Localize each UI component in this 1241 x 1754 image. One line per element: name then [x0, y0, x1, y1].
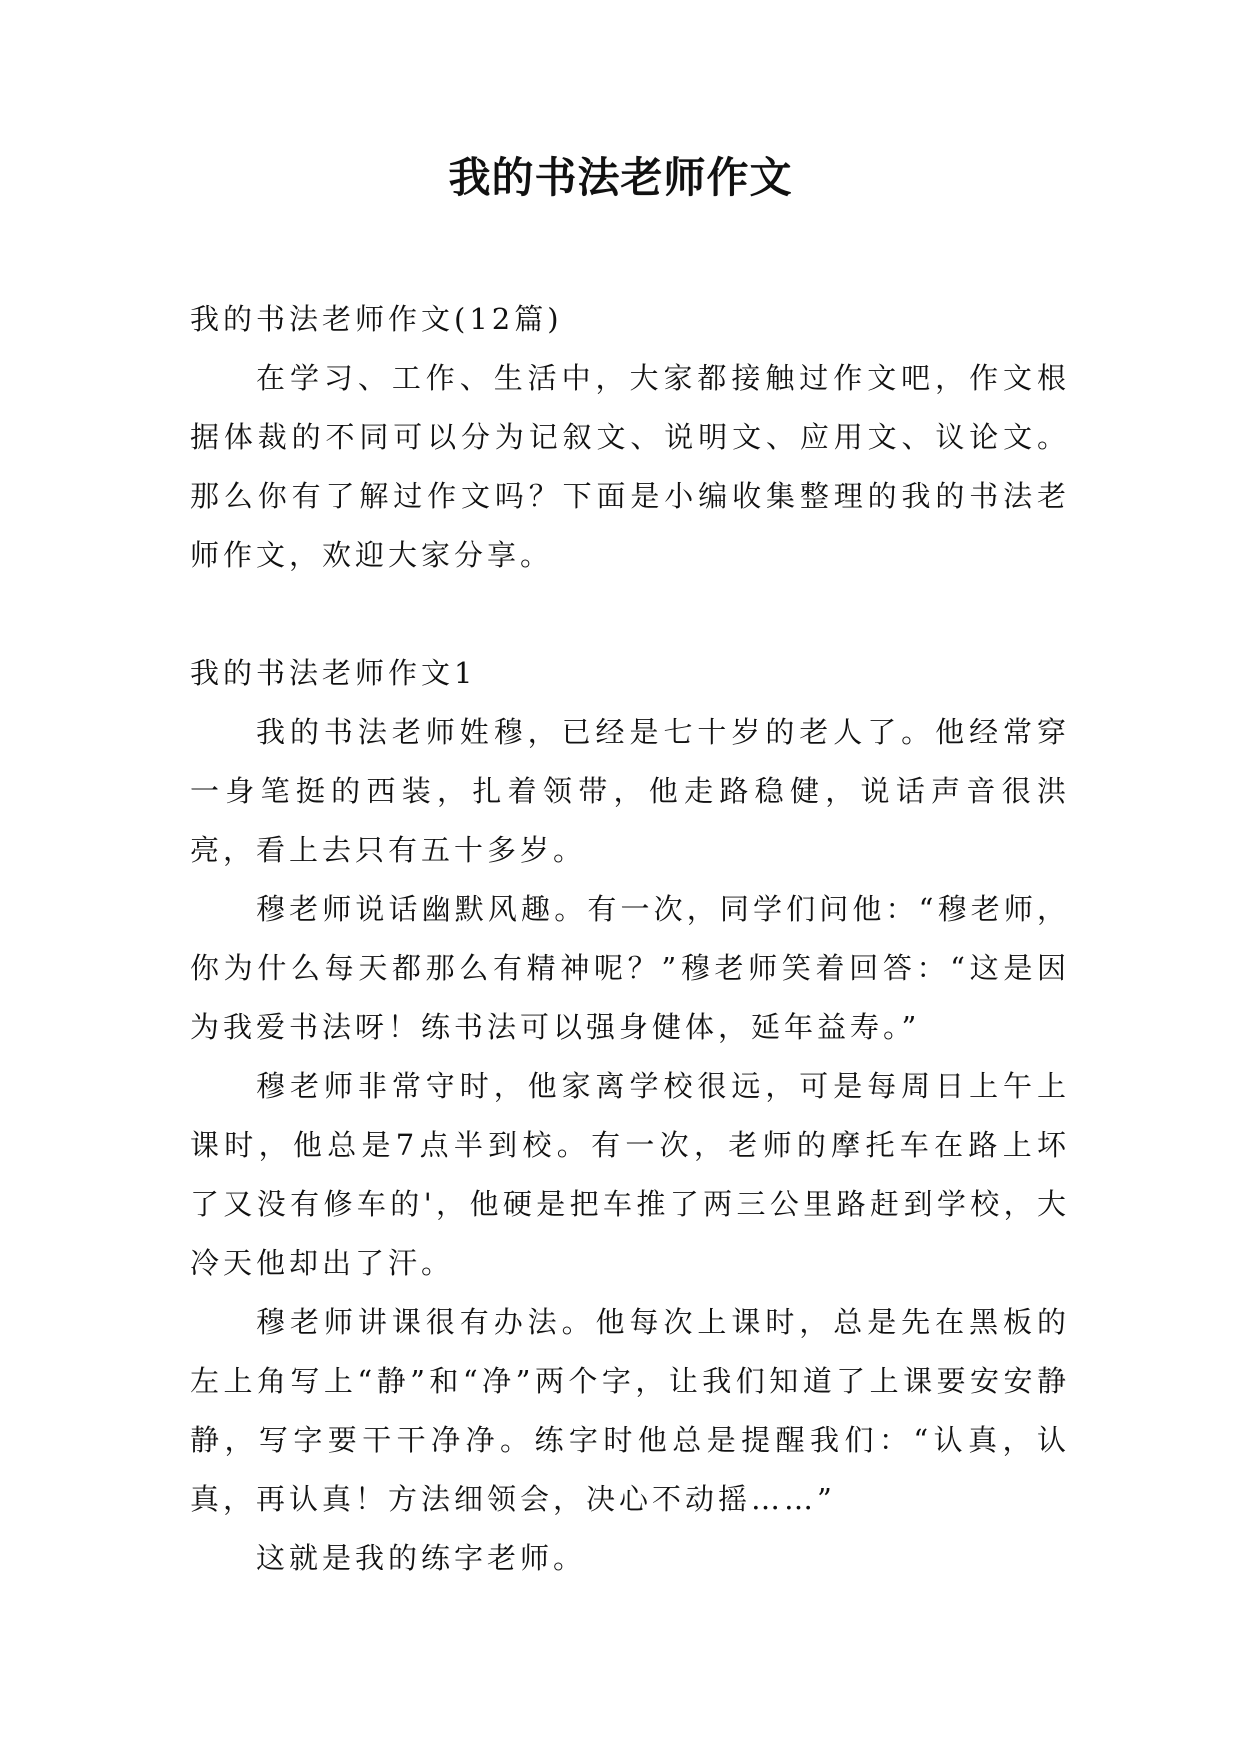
section-spacer: [190, 585, 1070, 644]
body-paragraph: 穆老师讲课很有办法。他每次上课时，总是先在黑板的左上角写上“静”和“净”两个字，让我们知道了上课要安安静静，写字要干干净净。练字时他总是提醒我们：“认真，认真，再认真！方法细领会，决心不动摇……”: [190, 1305, 1070, 1516]
section-heading: 我的书法老师作文1: [190, 656, 477, 690]
intro-paragraph: 在学习、工作、生活中，大家都接触过作文吧，作文根据体裁的不同可以分为记叙文、说明文、应用文、议论文。那么你有了解过作文吗？下面是小编收集整理的我的书法老师作文，欢迎大家分享。: [190, 361, 1070, 572]
document-subtitle: 我的书法老师作文(12篇): [190, 302, 563, 336]
body-paragraph: 穆老师非常守时，他家离学校很远，可是每周日上午上课时，他总是7点半到校。有一次，老师的摩托车在路上坏了又没有修车的'，他硬是把车推了两三公里路赶到学校，大冷天他却出了汗。: [190, 1069, 1070, 1280]
document-body: [190, 290, 1070, 1588]
document-title: 我的书法老师作文: [448, 153, 793, 202]
body-paragraph: 穆老师说话幽默风趣。有一次，同学们问他：“穆老师，你为什么每天都那么有精神呢？”穆老师笑着回答：“这是因为我爱书法呀！练书法可以强身健体，延年益寿。”: [190, 892, 1070, 1044]
body-paragraph: 我的书法老师姓穆，已经是七十岁的老人了。他经常穿一身笔挺的西装，扎着领带，他走路稳健，说话声音很洪亮，看上去只有五十多岁。: [190, 715, 1070, 867]
body-paragraph: 这就是我的练字老师。: [256, 1541, 587, 1575]
